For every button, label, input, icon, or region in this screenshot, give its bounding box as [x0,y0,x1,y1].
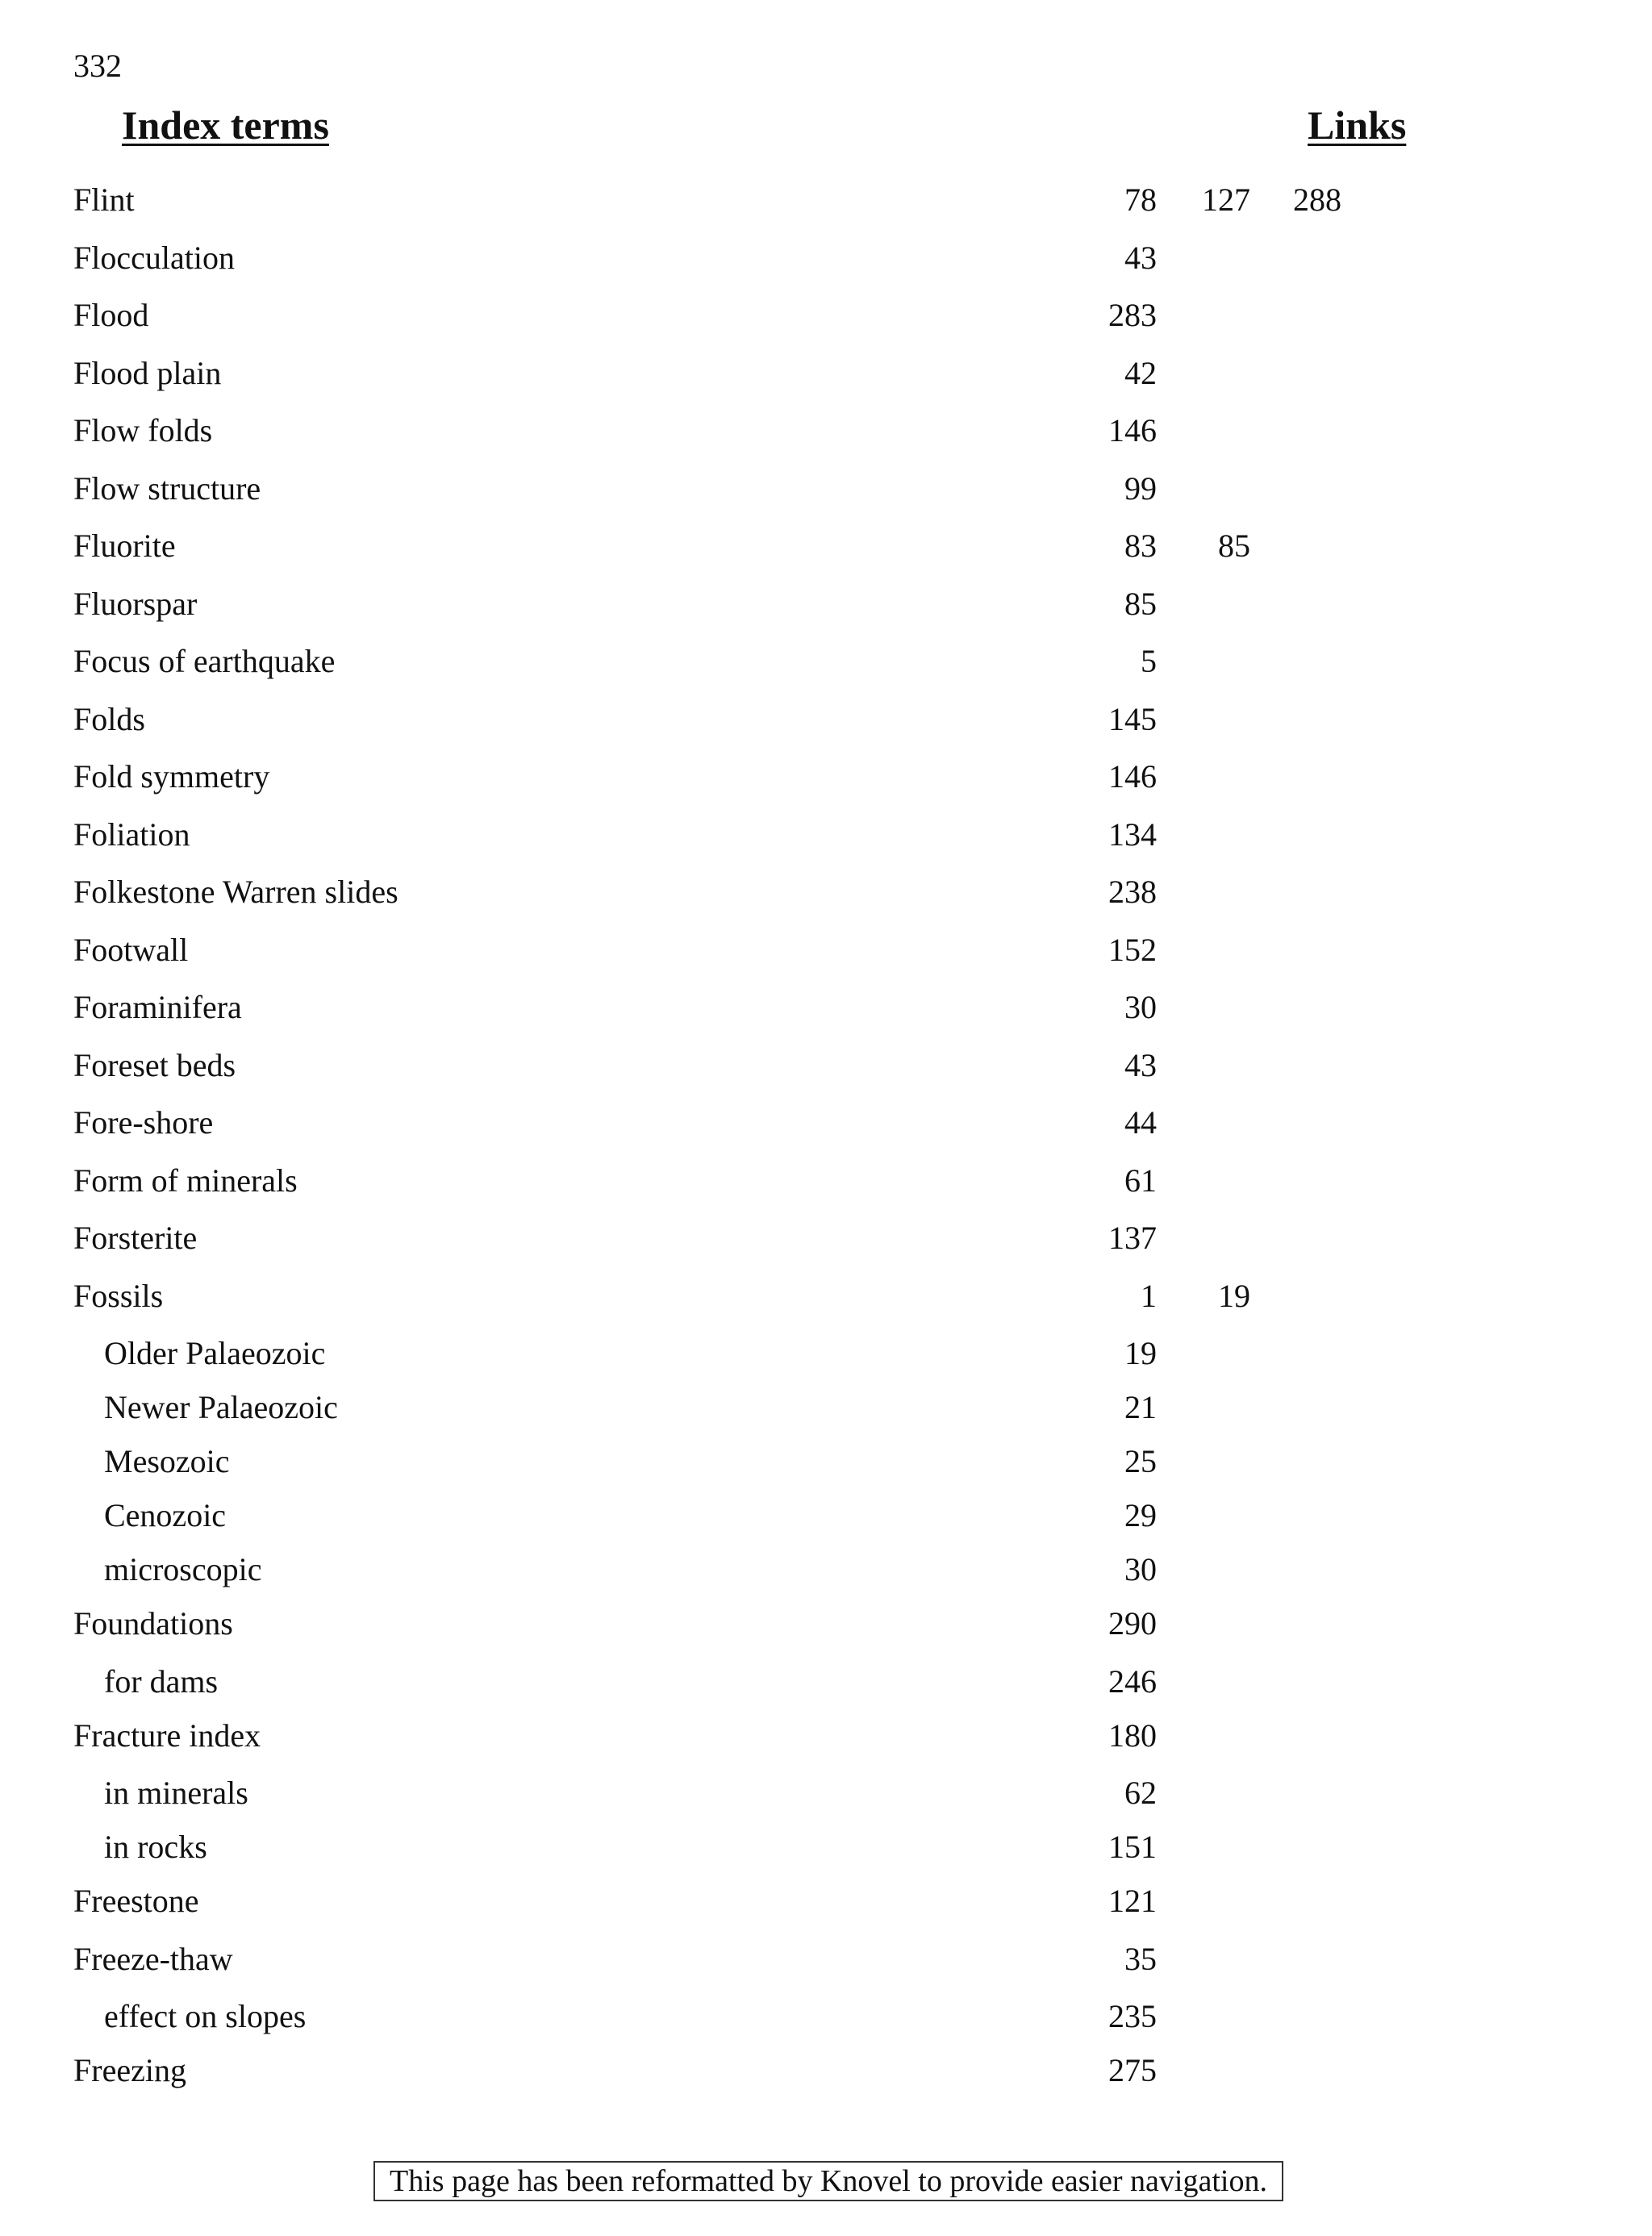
page-link[interactable]: 83 [1124,528,1157,564]
index-entry [0,1216,1652,1274]
index-entry [0,639,1652,697]
index-term: Flood [73,297,149,333]
page-link[interactable]: 238 [1108,874,1157,910]
index-term: Footwall [73,931,189,968]
index-entry [0,754,1652,812]
index-term: Folds [73,700,145,737]
index-term: Foliation [73,816,190,853]
index-entry [0,1713,1652,1771]
index-term: Flocculation [73,239,235,276]
index-term: Folkestone Warren slides [73,874,398,910]
index-entry [0,351,1652,409]
index-term: Form of minerals [73,1162,298,1199]
index-entry [0,1274,1652,1332]
page-link[interactable]: 30 [1124,1551,1157,1587]
page-link[interactable]: 21 [1124,1389,1157,1425]
page-link[interactable]: 235 [1108,1998,1157,2034]
index-term: Freezing [73,2052,186,2088]
page-link[interactable]: 137 [1108,1220,1157,1256]
index-term: Foreset beds [73,1046,236,1083]
index-term: Fossils [73,1277,164,1314]
index-entry [0,1100,1652,1158]
index-subentry [0,1547,1652,1601]
index-subentry [0,1825,1652,1879]
page-link[interactable]: 43 [1124,1046,1157,1083]
index-term: Newer Palaeozoic [104,1389,338,1425]
index-term: Fracture index [73,1717,261,1754]
page-link[interactable]: 146 [1108,412,1157,448]
page-link[interactable]: 127 [1202,181,1250,218]
index-entry [0,293,1652,351]
index-term: Foundations [73,1605,233,1642]
index-term: Fluorite [73,528,176,564]
page-link[interactable]: 246 [1108,1662,1157,1700]
index-subentry [0,1771,1652,1825]
page-link[interactable]: 85 [1218,528,1250,564]
page-link[interactable]: 30 [1124,989,1157,1025]
index-term: Fold symmetry [73,758,270,795]
index-term: Flint [73,181,135,218]
index-subentry [0,1439,1652,1493]
index-term: for dams [104,1662,219,1700]
page-number: 332 [73,48,122,84]
page-link[interactable]: 19 [1218,1277,1250,1314]
index-entry [0,1937,1652,1995]
index-entry [0,466,1652,524]
index-term: Forsterite [73,1220,198,1256]
page-link[interactable]: 5 [1141,643,1157,679]
page-link[interactable]: 1 [1141,1277,1157,1314]
index-term: in rocks [104,1829,207,1865]
index-term: Flow folds [73,412,213,448]
page-link[interactable]: 180 [1108,1717,1157,1754]
page-link[interactable]: 152 [1108,931,1157,968]
page-link[interactable]: 78 [1124,181,1157,218]
page-link[interactable]: 146 [1108,758,1157,795]
index-entry [0,697,1652,755]
index-entry [0,1043,1652,1101]
index-term: effect on slopes [104,1998,307,2034]
index-term: Mesozoic [104,1443,230,1479]
index-term: Freeze-thaw [73,1940,233,1977]
index-term: microscopic [104,1551,262,1587]
page-link[interactable]: 275 [1108,2052,1157,2088]
page-link[interactable]: 290 [1108,1605,1157,1642]
index-subentry [0,1994,1652,2048]
index-entry [0,1158,1652,1216]
knovel-reformat-note: This page has been reformatted by Knovel to provide easier navigation. [373,2161,1283,2201]
page-link[interactable]: 29 [1124,1497,1157,1533]
index-entry [0,1879,1652,1937]
page-link[interactable]: 121 [1108,1883,1157,1919]
page-link[interactable]: 25 [1124,1443,1157,1479]
index-term: Focus of earthquake [73,643,336,679]
page-link[interactable]: 61 [1124,1162,1157,1199]
index-entry [0,870,1652,928]
page-link[interactable]: 19 [1124,1335,1157,1371]
page-link[interactable]: 62 [1124,1775,1157,1811]
index-entry [0,812,1652,870]
index-term: Foraminifera [73,989,242,1025]
page-link[interactable]: 145 [1108,700,1157,737]
index-subentry [0,1493,1652,1547]
index-term: Freestone [73,1883,199,1919]
index-entry [0,236,1652,294]
index-entry [0,177,1652,236]
index-term: Flood plain [73,354,222,391]
index-entry [0,408,1652,466]
index-subentry [0,1659,1652,1713]
page-link[interactable]: 35 [1124,1940,1157,1977]
index-entries-list [0,177,1652,2106]
index-term: Older Palaeozoic [104,1335,326,1371]
index-entry [0,928,1652,986]
index-entry [0,2048,1652,2106]
index-entry [0,524,1652,582]
page-link[interactable]: 134 [1108,816,1157,853]
index-term: in minerals [104,1775,248,1811]
page-link[interactable]: 43 [1124,239,1157,276]
index-terms-header: Index terms [122,102,329,148]
index-entry [0,582,1652,640]
index-term: Fore-shore [73,1104,214,1141]
index-subentry [0,1331,1652,1385]
page-link[interactable]: 44 [1124,1104,1157,1141]
index-term: Flow structure [73,469,261,507]
index-subentry [0,1385,1652,1439]
page-link[interactable]: 42 [1124,354,1157,391]
index-term: Cenozoic [104,1497,227,1533]
page-link[interactable]: 99 [1124,469,1157,507]
page-link[interactable]: 288 [1293,181,1341,218]
index-term: Fluorspar [73,585,198,622]
index-entry [0,985,1652,1043]
links-header: Links [1308,102,1407,148]
page-link[interactable]: 85 [1124,585,1157,622]
page-link[interactable]: 151 [1108,1829,1157,1865]
index-entry [0,1601,1652,1659]
page-link[interactable]: 283 [1108,297,1157,333]
